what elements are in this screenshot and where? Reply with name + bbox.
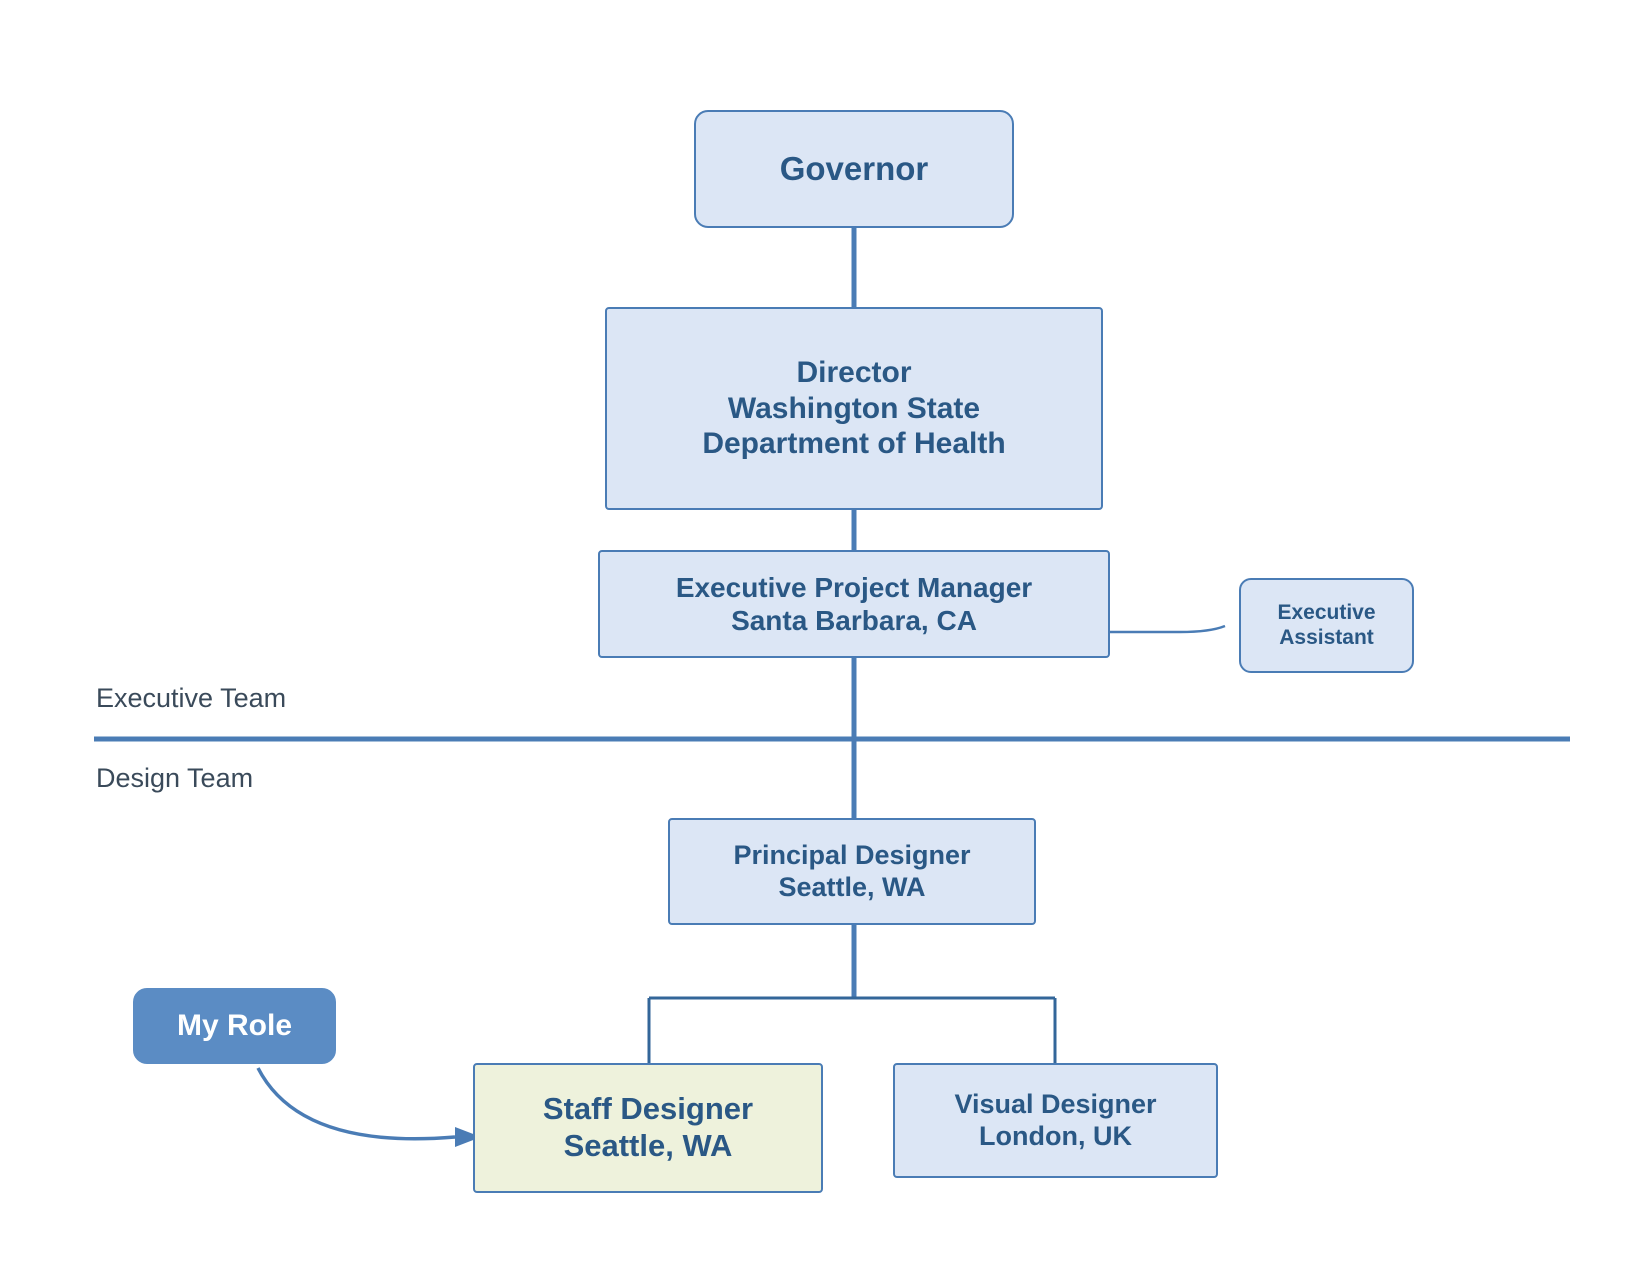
- node-visual-location: London, UK: [979, 1120, 1132, 1151]
- node-governor-title: Governor: [779, 149, 929, 187]
- node-executive-project-manager[interactable]: [598, 550, 1110, 658]
- node-executive-assistant[interactable]: [1239, 578, 1414, 673]
- node-principal-location: Seattle, WA: [778, 871, 926, 902]
- section-label-executive-team: Executive Team: [96, 683, 287, 713]
- section-label-design-team: Design Team: [96, 763, 254, 793]
- node-director-org: Washington State: [727, 391, 981, 425]
- node-governor[interactable]: [694, 110, 1014, 228]
- node-ea-title-line1: Executive: [1277, 600, 1376, 624]
- node-director-dept: Department of Health: [702, 427, 1006, 461]
- node-principal-title: Principal Designer: [733, 839, 971, 870]
- node-epm-location: Santa Barbara, CA: [731, 605, 977, 636]
- node-director[interactable]: [605, 307, 1103, 510]
- node-ea-title-line2: Assistant: [1279, 625, 1374, 649]
- node-my-role-label: My Role: [176, 1009, 293, 1043]
- node-staff-designer[interactable]: [473, 1063, 823, 1193]
- node-staff-title: Staff Designer: [542, 1091, 754, 1127]
- node-visual-title: Visual Designer: [954, 1088, 1157, 1119]
- node-my-role-callout[interactable]: [133, 988, 336, 1064]
- node-staff-location: Seattle, WA: [563, 1128, 733, 1163]
- node-principal-designer[interactable]: [668, 818, 1036, 925]
- connector-epm-ea: [1110, 626, 1225, 632]
- node-director-title: Director: [796, 356, 912, 390]
- node-epm-title: Executive Project Manager: [675, 571, 1033, 603]
- connector-myrole-staff: [258, 1068, 455, 1139]
- node-visual-designer[interactable]: [893, 1063, 1218, 1178]
